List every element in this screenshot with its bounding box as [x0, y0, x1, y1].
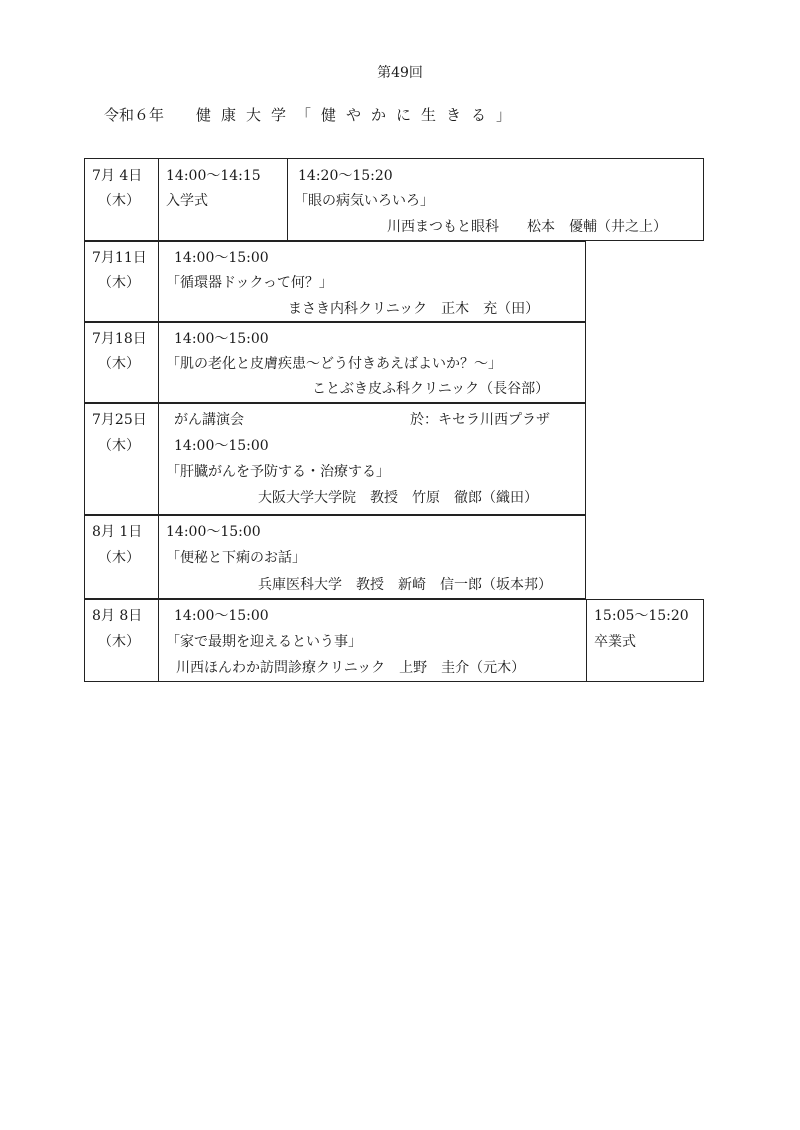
row-time: 14:00～15:00: [166, 524, 261, 540]
session-number: 第49回: [377, 65, 423, 81]
row-date: 8月 1日: [92, 524, 143, 540]
row-note: 入学式: [166, 193, 208, 209]
row-topic: 「家で最期を迎えるという事」: [166, 634, 362, 650]
row-speaker: 川西ほんわか訪問診療クリニック 上野 圭介（元木）: [176, 660, 526, 676]
row-weekday: （木）: [98, 438, 140, 454]
row-speaker: 川西まつもと眼科 松本 優輔（井之上）: [387, 219, 667, 235]
row-topic: 「肝臓がんを予防する・治療する」: [166, 464, 390, 480]
row-time-2: 14:20～15:20: [298, 168, 393, 184]
row-time-2: 15:05～15:20: [594, 608, 689, 624]
era-year: 令和６年: [104, 106, 165, 124]
row-topic: 「眼の病気いろいろ」: [294, 193, 434, 209]
row-time: 14:00～14:15: [166, 168, 261, 184]
row-date: 7月11日: [92, 250, 147, 266]
row-speaker: ことぶき皮ふ科クリニック（長谷部）: [312, 381, 550, 397]
row-time: 14:00～15:00: [174, 438, 269, 454]
row-weekday: （木）: [98, 193, 140, 209]
row-weekday: （木）: [98, 275, 140, 291]
row-speaker: まさき内科クリニック 正木 充（田）: [288, 301, 540, 317]
row-speaker: 兵庫医科大学 教授 新崎 信一郎（坂本邦）: [258, 577, 552, 593]
row-date: 7月25日: [92, 412, 147, 428]
row-time: 14:00～15:00: [174, 250, 269, 266]
row-weekday: （木）: [98, 550, 140, 566]
title-text: 健康大学「健やかに生きる」: [196, 106, 522, 124]
row-topic: 「便秘と下痢のお話」: [166, 550, 306, 566]
row-time: 14:00～15:00: [174, 608, 269, 624]
row-weekday: （木）: [98, 634, 140, 650]
row-time: 14:00～15:00: [174, 331, 269, 347]
row-date: 7月18日: [92, 331, 147, 347]
row-topic: 「肌の老化と皮膚疾患～どう付きあえばよいか？～」: [166, 356, 502, 372]
row-event: がん講演会: [174, 412, 244, 428]
row-date: 7月 4日: [92, 168, 143, 184]
document-title: [104, 104, 704, 125]
row-date: 8月 8日: [92, 608, 143, 624]
row-note: 卒業式: [594, 634, 636, 650]
row-weekday: （木）: [98, 356, 140, 372]
row-topic: 「循環器ドックって何？」: [166, 275, 333, 291]
row-speaker: 大阪大学大学院 教授 竹原 徹郎（織田）: [258, 490, 538, 506]
row-venue: 於：キセラ川西プラザ: [410, 412, 550, 428]
